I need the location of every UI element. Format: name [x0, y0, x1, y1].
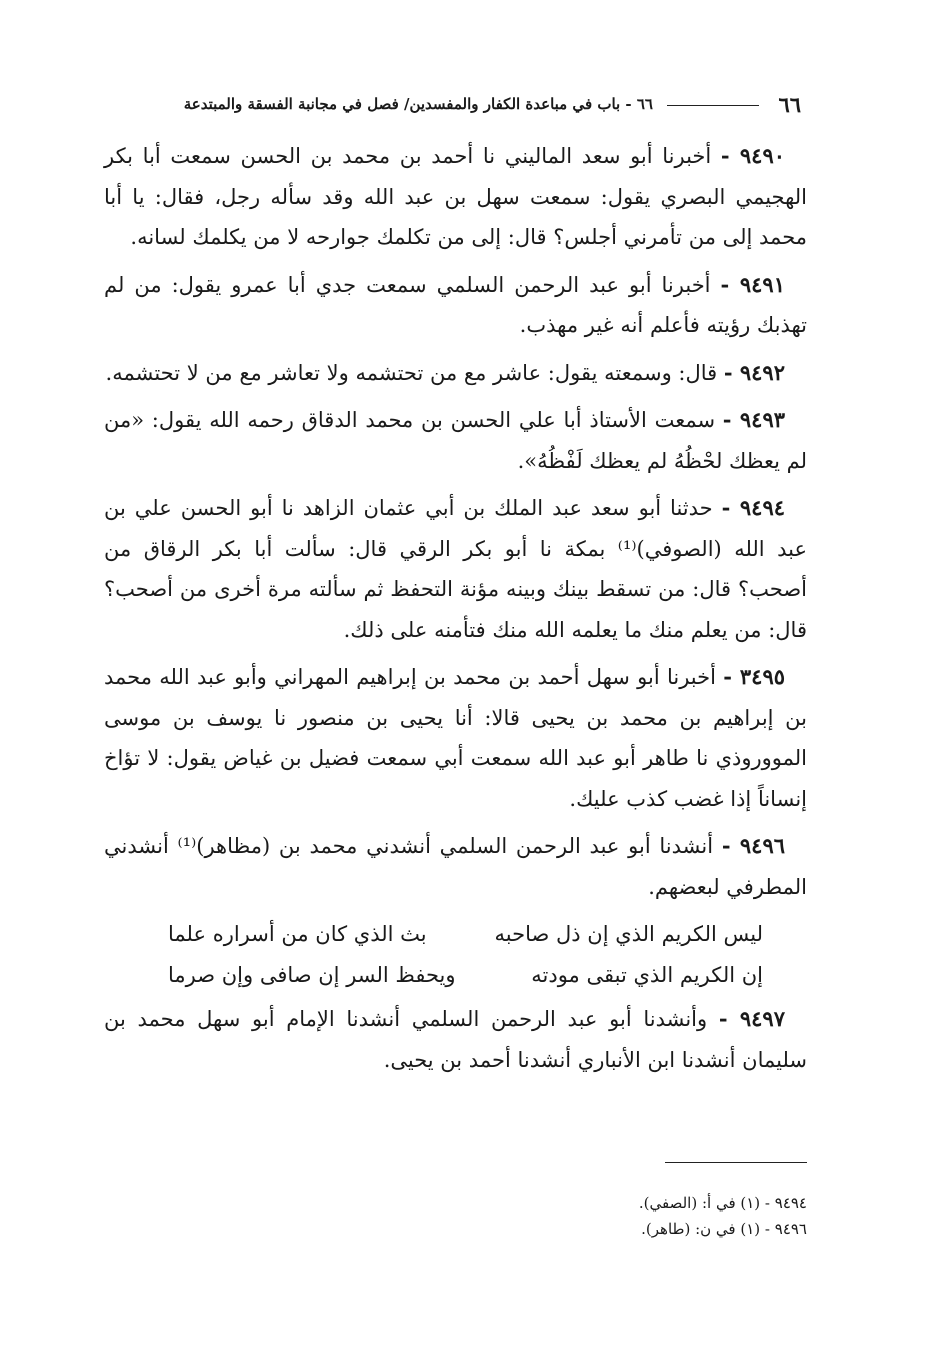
hadith-9490	[104, 136, 807, 258]
poem-verse	[104, 914, 807, 955]
hadith-9494	[104, 488, 807, 650]
hadith-text: أخبرنا أبو سعد الماليني نا أحمد بن محمد بن الحسن سمعت أبا بكر الهجيمي البصري يقول: سمعت سهل بن عبد الله وقد سأله رجل، فقال: يا أبا محمد إلى من تأمرني أجلس؟ قال: إلى من تكلمك جوارحه لا من يكلمك لسانه.	[104, 144, 807, 249]
hadith-9492	[104, 353, 807, 394]
page-body	[104, 136, 807, 1087]
hadith-text: أخبرنا أبو سهل أحمد بن محمد بن إبراهيم المهراني وأبو عبد الله محمد بن إبراهيم بن محمد بن يحيى قالا: أنا يحيى بن منصور نا يوسف بن موسى المووروذي نا طاهر أبو عبد الله سمعت أبي سمعت فضيل بن غياض يقول: لا تؤاخ إنساناً إذا غضب كذب عليك.	[104, 665, 807, 811]
poem	[104, 914, 807, 995]
hadith-number: ٩٤٩٧ -	[718, 1006, 785, 1031]
hadith-text: أنشدنا أبو عبد الرحمن السلمي أنشدني محمد بن (مظاهر)⁽¹⁾ أنشدني المطرفي لبعضهم.	[104, 834, 807, 899]
hadith-number: ٩٤٩٣ -	[722, 407, 786, 432]
page-header	[104, 84, 807, 118]
hadith-9491	[104, 265, 807, 346]
footnote-rule	[665, 1162, 807, 1163]
verse-first-hemistich: إن الكريم الذي تبقى مودته	[531, 962, 763, 987]
hadith-number: ٩٤٩٦ -	[721, 833, 786, 858]
hadith-text: حدثنا أبو سعد عبد الملك بن أبي عثمان الزاهد نا أبو الحسن علي بن عبد الله (الصوفي)⁽¹⁾ بمكة نا أبو بكر الرقي قال: سألت أبا بكر الرقاق من أصحب؟ قال: من تسقط بينك وبينه مؤنة التحفظ ثم سألته مرة أخرى من أصحب؟ قال: من يعلم منك ما يعلمه الله منك فتأمنه على ذلك.	[104, 496, 807, 642]
hadith-9497	[104, 999, 807, 1080]
hadith-9493	[104, 400, 807, 481]
hadith-9496	[104, 826, 807, 907]
footnote: ٩٤٩٦ - (١) في ن: (طاهر).	[641, 1220, 807, 1238]
hadith-number: ٩٤٩٤ -	[721, 495, 786, 520]
verse-first-hemistich: ليس الكريم الذي إن ذل صاحبه	[494, 922, 763, 946]
verse-second-hemistich: بث الذي كان من أسراره علما	[168, 922, 427, 946]
hadith-number: ٩٤٩٠ -	[720, 143, 786, 168]
hadith-3495	[104, 657, 807, 819]
page-number: ٦٦	[778, 92, 801, 117]
footnote: ٩٤٩٤ - (١) في أ: (الصفي).	[638, 1194, 807, 1212]
hadith-text: سمعت الأستاذ أبا علي الحسن بن محمد الدقاق رحمه الله يقول: «من لم يعظك لحْظُهُ لم يعظك لَفْظُهُ».	[104, 408, 807, 473]
verse-second-hemistich: ويحفظ السر إن صافى وإن صرما	[168, 962, 456, 987]
poem-verse	[104, 955, 807, 996]
hadith-text: قال: وسمعته يقول: عاشر مع من تحتشمه ولا تعاشر مع من لا تحتشمه.	[105, 360, 724, 385]
hadith-number: ٩٤٩٢ -	[723, 359, 785, 385]
header-rule	[667, 105, 759, 106]
hadith-text: أخبرنا أبو عبد الرحمن السلمي سمعت جدي أبا عمرو يقول: من لم تهذبك رؤيته فأعلم أنه غير مهذب.	[104, 272, 807, 337]
hadith-number: ٣٤٩٥ -	[723, 664, 786, 689]
running-title: ٦٦ - باب في مباعدة الكفار والمفسدين/ فصل في مجانبة الفسقة والمبتدعة	[183, 95, 653, 113]
footnotes	[287, 1190, 807, 1242]
hadith-text: وأنشدنا أبو عبد الرحمن السلمي أنشدنا الإمام أبو سهل محمد بن سليمان أنشدنا ابن الأنباري أنشدنا أحمد بن يحيى.	[104, 1007, 807, 1072]
hadith-number: ٩٤٩١ -	[720, 271, 785, 297]
